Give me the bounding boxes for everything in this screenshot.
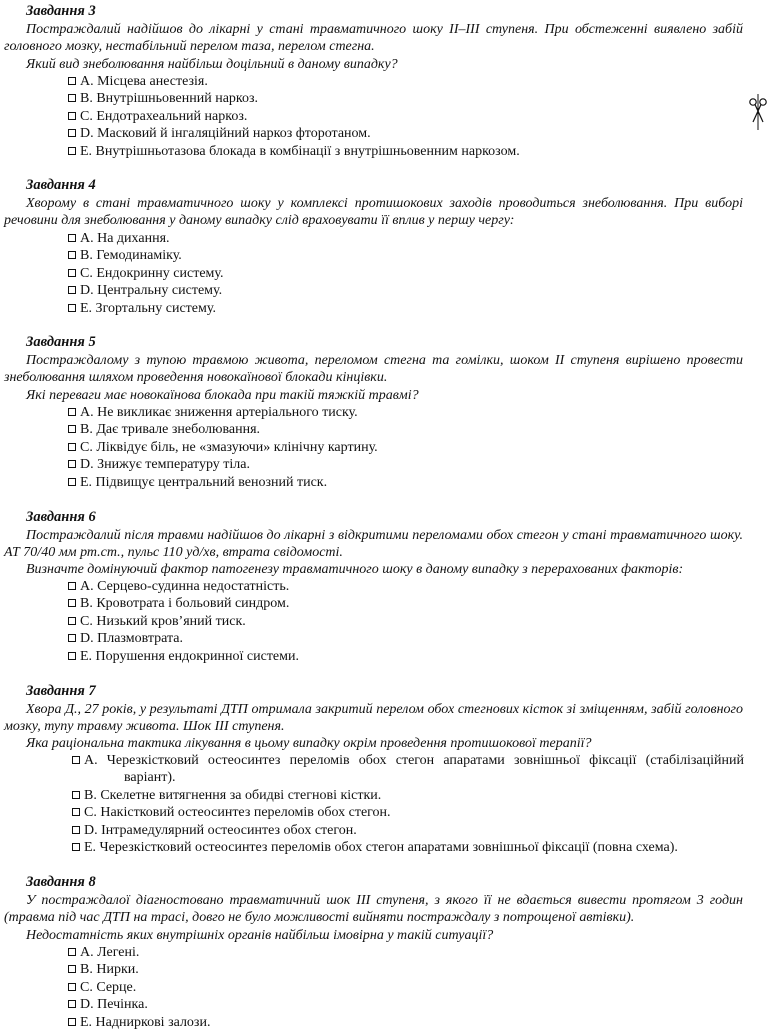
option-text: В. Нирки.: [80, 962, 139, 978]
checkbox-icon[interactable]: [68, 443, 76, 451]
checkbox-icon[interactable]: [68, 582, 76, 590]
answer-option[interactable]: [68, 404, 744, 421]
checkbox-icon[interactable]: [68, 965, 76, 973]
checkbox-icon[interactable]: [68, 234, 76, 242]
answer-option[interactable]: [68, 265, 744, 282]
answer-option[interactable]: [68, 300, 744, 317]
answer-option[interactable]: [68, 282, 744, 299]
option-text: Е. Надниркові залози.: [80, 1014, 211, 1030]
answer-option[interactable]: [68, 247, 744, 264]
answer-option[interactable]: [68, 456, 744, 473]
answer-options: [68, 73, 744, 160]
option-text: В. Внутрішньовенний наркоз.: [80, 91, 259, 107]
checkbox-icon[interactable]: [68, 948, 76, 956]
option-text: В. Кровотрата і больовий синдром.: [80, 596, 290, 612]
answer-option[interactable]: [68, 421, 744, 438]
checkbox-icon[interactable]: [68, 983, 76, 991]
task-stem: Постраждалому з тупою травмою живота, переломом стегна та гомілки, шоком II ступеня вирішено провести знеболювання шляхом проведення новокаїнової блокади кінцівки.: [4, 353, 743, 386]
task-title: Завдання 7: [26, 683, 96, 699]
answer-option[interactable]: [72, 839, 744, 856]
task-stem: У постраждалої діагностовано травматичний шок III ступеня, з якого її не вдається вивести протягом 3 годин (травма під час ДТП на трасі, довго не було можливості вийняти постраждалу з потрощеної автівки).: [4, 893, 743, 926]
option-text: В. Дає тривале знеболювання.: [80, 422, 261, 438]
checkbox-icon[interactable]: [68, 408, 76, 416]
checkbox-icon[interactable]: [68, 112, 76, 120]
checkbox-icon[interactable]: [68, 286, 76, 294]
option-text: С. Ендокринну систему.: [80, 265, 224, 281]
task-title: Завдання 8: [26, 874, 96, 890]
checkbox-icon[interactable]: [72, 756, 80, 764]
answer-option[interactable]: [68, 73, 744, 90]
task-stem: Постраждалий після травми надійшов до лікарні з відкритими переломами обох стегон у стані травматичного шоку. АТ 70/40 мм рт.ст., пульс 110 уд/хв, втрата свідомості.: [4, 528, 743, 561]
answer-option[interactable]: [68, 648, 744, 665]
option-text: А. Черезкістковий остеосинтез переломів обох стегон апаратами зовнішньої фіксації (стабілізаційний варіант).: [84, 753, 744, 786]
task-stem: Хвора Д., 27 років, у результаті ДТП отримала закритий перелом обох стегнових кісток зі зміщенням, забій головного мозку, тупу травму живота. Шок III ступеня.: [4, 702, 743, 735]
option-text: Е. Черезкістковий остеосинтез переломів обох стегон апаратами зовнішньої фіксації (повна схема).: [84, 840, 678, 856]
answer-option[interactable]: [68, 108, 744, 125]
answer-option[interactable]: [68, 125, 744, 142]
answer-option[interactable]: [68, 961, 744, 978]
option-text: Е. Згортальну систему.: [80, 300, 216, 316]
answer-option[interactable]: [72, 804, 744, 821]
task-question: Визначте домінуючий фактор патогенезу травматичного шоку в даному випадку з перерахованих факторів:: [26, 562, 684, 577]
option-text: А. На дихання.: [80, 231, 170, 246]
option-text: Е. Підвищує центральний венозний тиск.: [80, 474, 328, 490]
option-text: А. Серцево-судинна недостатність.: [80, 579, 290, 594]
checkbox-icon[interactable]: [68, 617, 76, 625]
checkbox-icon[interactable]: [68, 478, 76, 486]
option-text: С. Накістковий остеосинтез переломів обох стегон.: [84, 805, 391, 821]
option-text: D. Масковий й інгаляційний наркоз фторотаном.: [80, 126, 371, 142]
option-text: Е. Внутрішньотазова блокада в комбінації з внутрішньовенним наркозом.: [80, 143, 520, 159]
task-question: Яка раціональна тактика лікування в цьому випадку окрім проведення протишокової терапії?: [26, 736, 592, 751]
scissors-icon: [748, 92, 768, 132]
answer-option[interactable]: [72, 752, 744, 787]
task-title: Завдання 6: [26, 509, 96, 525]
checkbox-icon[interactable]: [68, 147, 76, 155]
task-title: Завдання 5: [26, 334, 96, 350]
task-title: Завдання 4: [26, 177, 96, 193]
answer-options: [68, 230, 744, 317]
checkbox-icon[interactable]: [68, 425, 76, 433]
option-text: С. Ліквідує біль, не «змазуючи» клінічну картину.: [80, 439, 378, 455]
answer-option[interactable]: [72, 787, 744, 804]
checkbox-icon[interactable]: [72, 843, 80, 851]
option-text: С. Серце.: [80, 979, 137, 995]
checkbox-icon[interactable]: [68, 460, 76, 468]
option-text: А. Місцева анестезія.: [80, 74, 208, 89]
checkbox-icon[interactable]: [68, 129, 76, 137]
option-text: D. Печінка.: [80, 997, 148, 1013]
option-text: D. Центральну систему.: [80, 283, 223, 299]
task-question: Який вид знеболювання найбільш доцільний в даному випадку?: [26, 57, 398, 72]
checkbox-icon[interactable]: [68, 652, 76, 660]
option-text: D. Плазмовтрата.: [80, 631, 184, 647]
answer-option[interactable]: [68, 230, 744, 247]
checkbox-icon[interactable]: [68, 634, 76, 642]
option-text: С. Ендотрахеальний наркоз.: [80, 108, 248, 124]
checkbox-icon[interactable]: [68, 251, 76, 259]
option-text: В. Гемодинаміку.: [80, 248, 182, 264]
answer-options: [68, 944, 744, 1031]
answer-option[interactable]: [68, 630, 744, 647]
answer-option[interactable]: [68, 474, 744, 491]
answer-option[interactable]: [68, 613, 744, 630]
option-text: D. Знижує температуру тіла.: [80, 457, 250, 473]
answer-options: [68, 404, 744, 491]
checkbox-icon[interactable]: [72, 808, 80, 816]
option-text: Е. Порушення ендокринної системи.: [80, 648, 299, 664]
answer-option[interactable]: [68, 143, 744, 160]
option-text: А. Не викликає зниження артеріального тиску.: [80, 405, 358, 420]
task-stem: Постраждалий надійшов до лікарні у стані травматичного шоку II–III ступеня. При обстеженні виявлено забій головного мозку, нестабільний перелом таза, перелом стегна.: [4, 22, 743, 55]
task-question: Недостатність яких внутрішніх органів найбільш імовірна у такій ситуації?: [26, 928, 494, 943]
answer-option[interactable]: [68, 90, 744, 107]
answer-option[interactable]: [72, 822, 744, 839]
answer-option[interactable]: [68, 1014, 744, 1031]
answer-option[interactable]: [68, 944, 744, 961]
task-question: Які переваги має новокаїнова блокада при такій тяжкій травмі?: [26, 388, 419, 403]
checkbox-icon[interactable]: [68, 304, 76, 312]
checkbox-icon[interactable]: [68, 269, 76, 277]
answer-option[interactable]: [68, 578, 744, 595]
checkbox-icon[interactable]: [68, 94, 76, 102]
answer-options: [72, 752, 744, 856]
option-text: А. Легені.: [80, 945, 140, 960]
answer-option[interactable]: [68, 439, 744, 456]
checkbox-icon[interactable]: [72, 791, 80, 799]
checkbox-icon[interactable]: [68, 77, 76, 85]
task-stem: Хворому в стані травматичного шоку у комплексі протишокових заходів проводиться знеболювання. При виборі речовини для знеболювання у даному випадку слід враховувати її вплив у першу чергу:: [4, 196, 743, 229]
checkbox-icon[interactable]: [68, 1000, 76, 1008]
answer-option[interactable]: [68, 979, 744, 996]
checkbox-icon[interactable]: [68, 1018, 76, 1026]
option-text: D. Інтрамедулярний остеосинтез обох стегон.: [84, 822, 357, 838]
answer-option[interactable]: [68, 595, 744, 612]
option-text: В. Скелетне витягнення за обидві стегнові кістки.: [84, 787, 382, 803]
task-title: Завдання 3: [26, 3, 96, 19]
option-text: С. Низький кров’яний тиск.: [80, 613, 246, 629]
checkbox-icon[interactable]: [68, 599, 76, 607]
answer-options: [68, 578, 744, 665]
answer-option[interactable]: [68, 996, 744, 1013]
checkbox-icon[interactable]: [72, 826, 80, 834]
